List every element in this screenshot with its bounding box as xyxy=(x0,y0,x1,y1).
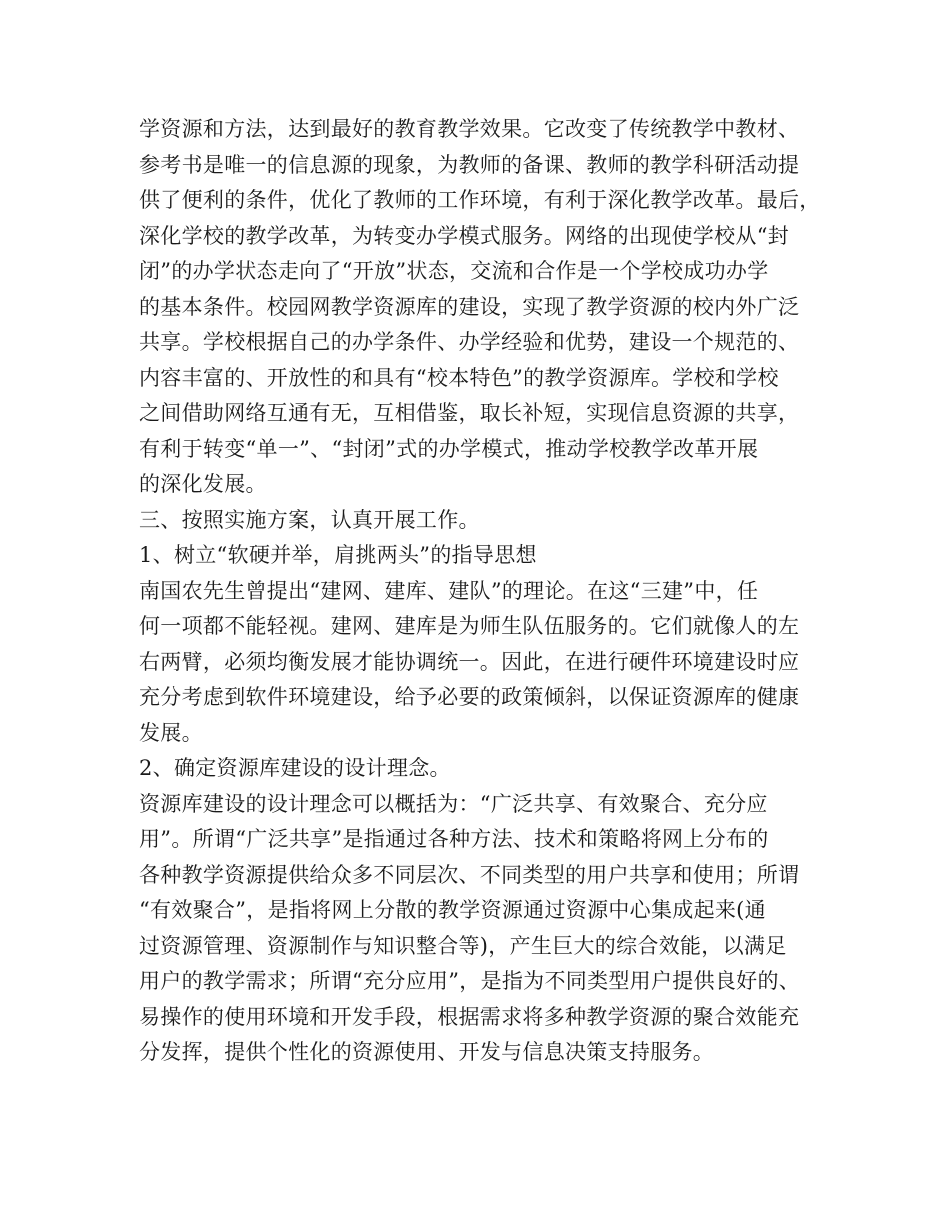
text-line: 分发挥，提供个性化的资源使用、开发与信息决策支持服务。 xyxy=(139,1040,715,1064)
text-line: 闭”的办学状态走向了“开放”状态，交流和合作是一个学校成功办学 xyxy=(139,259,769,283)
text-line: 用”。所谓“广泛共享”是指通过各种方法、技术和策略将网上分布的 xyxy=(139,827,769,851)
document-body xyxy=(139,112,839,1071)
text-line: 有利于转变“单一”、“封闭”式的办学模式，推动学校教学改革开展 xyxy=(139,436,759,461)
subsection-heading: 2、确定资源库建设的设计理念。 xyxy=(139,756,451,780)
text-line: 学资源和方法，达到最好的教育教学效果。它改变了传统教学中教材、 xyxy=(139,117,800,141)
text-line: 过资源管理、资源制作与知识整合等)，产生巨大的综合效能，以满足 xyxy=(139,933,787,958)
text-line: 资源库建设的设计理念可以概括为：“广泛共享、有效聚合、充分应 xyxy=(139,791,768,816)
text-line: 南国农先生曾提出“建网、建库、建队”的理论。在这“三建”中，任 xyxy=(139,578,759,603)
text-line: 何一项都不能轻视。建网、建库是为师生队伍服务的。它们就像人的左 xyxy=(139,614,800,638)
text-line: 充分考虑到软件环境建设，给予必要的政策倾斜，以保证资源库的健康 xyxy=(139,685,800,709)
text-line: 之间借助网络互通有无，互相借鉴，取长补短，实现信息资源的共享， xyxy=(139,401,800,425)
text-line: 共享。学校根据自己的办学条件、办学经验和优势，建设一个规范的、 xyxy=(139,330,800,354)
text-line: 内容丰富的、开放性的和具有“校本特色”的教学资源库。学校和学校 xyxy=(139,365,779,390)
text-line: 供了便利的条件，优化了教师的工作环境，有利于深化教学改革。最后， xyxy=(139,188,821,212)
text-line: “有效聚合”，是指将网上分散的教学资源通过资源中心集成起来(通 xyxy=(139,898,766,922)
text-line: 各种教学资源提供给众多不同层次、不同类型的用户共享和使用；所谓 xyxy=(139,862,800,887)
text-line: 用户的教学需求；所谓“充分应用”，是指为不同类型用户提供良好的、 xyxy=(139,969,801,993)
text-line: 深化学校的教学改革，为转变办学模式服务。网络的出现使学校从“封 xyxy=(139,223,790,248)
text-line: 的基本条件。校园网教学资源库的建设，实现了教学资源的校内外广泛 xyxy=(139,294,800,319)
section-heading: 三、按照实施方案，认真开展工作。 xyxy=(139,507,480,532)
text-line: 右两臂，必须均衡发展才能协调统一。因此，在进行硬件环境建设时应 xyxy=(139,649,800,674)
text-line: 发展。 xyxy=(139,720,203,745)
text-line: 参考书是唯一的信息源的现象，为教师的备课、教师的教学科研活动提 xyxy=(139,152,800,177)
text-line: 的深化发展。 xyxy=(139,472,267,496)
text-line: 易操作的使用环境和开发手段，根据需求将多种教学资源的聚合效能充 xyxy=(139,1004,800,1029)
subsection-heading: 1、树立“软硬并举，肩挑两头”的指导思想 xyxy=(139,543,537,567)
